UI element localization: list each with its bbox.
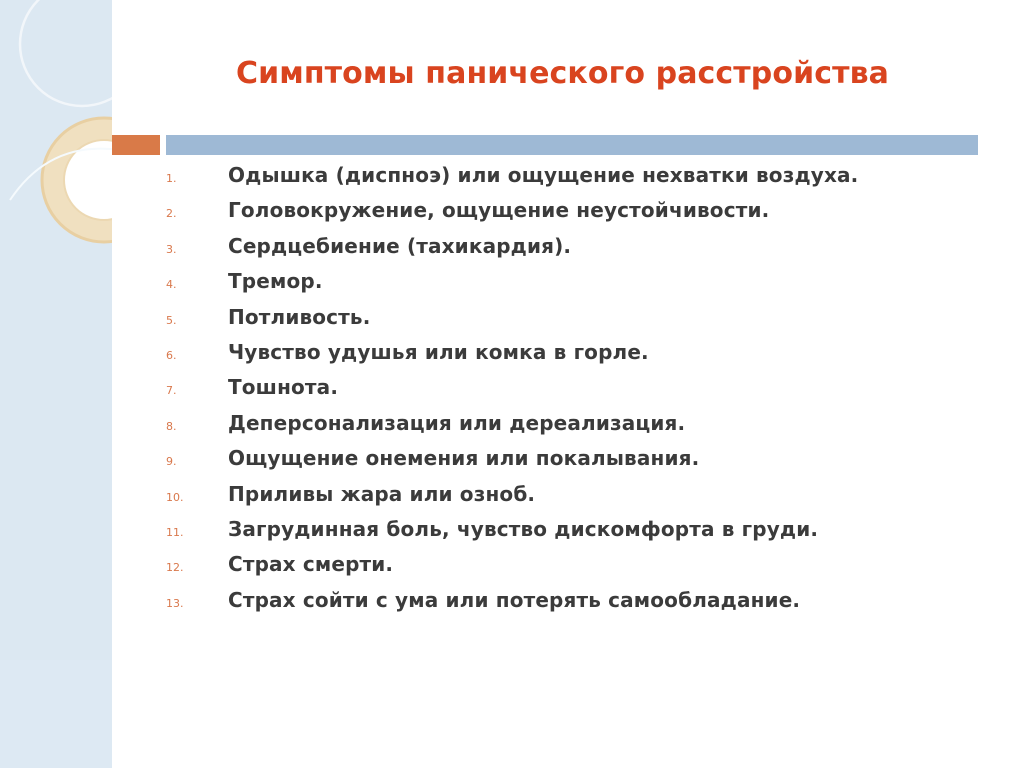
list-item	[166, 229, 858, 264]
list-item	[166, 158, 858, 193]
item-text: Ощущение онемения или покалывания.	[228, 446, 700, 471]
item-number: 6.	[166, 348, 177, 362]
list-item	[166, 193, 858, 228]
item-number: 2.	[166, 207, 177, 221]
item-text: Тошнота.	[228, 375, 339, 400]
item-number: 12.	[166, 561, 184, 575]
slide-title: Симптомы панического расстройства	[236, 56, 890, 91]
list-item	[166, 406, 858, 441]
item-text: Потливость.	[228, 304, 371, 329]
item-number: 1.	[166, 172, 177, 185]
list-item	[166, 300, 858, 335]
decor-mask	[112, 0, 170, 260]
side-panel-lower	[0, 660, 112, 768]
item-text: Сердцебиение (тахикардия).	[228, 233, 572, 258]
item-text: Загрудинная боль, чувство дискомфорта в груди.	[228, 516, 819, 541]
item-text: Чувство удушья или комка в горле.	[228, 339, 649, 364]
list-item	[166, 477, 858, 512]
list-item	[166, 370, 858, 405]
list-item	[166, 264, 858, 299]
list-item	[166, 335, 858, 370]
list-item	[166, 547, 858, 582]
list-item	[166, 512, 858, 547]
item-number: 5.	[166, 313, 177, 327]
item-number: 10.	[166, 490, 184, 504]
list-item	[166, 441, 858, 476]
item-number: 13.	[166, 596, 184, 610]
item-number: 3.	[166, 242, 177, 256]
item-number: 9.	[166, 455, 177, 469]
item-text: Приливы жара или озноб.	[228, 481, 536, 506]
item-text: Страх смерти.	[228, 552, 394, 577]
item-text: Страх сойти с ума или потерять самообладание.	[228, 587, 801, 612]
item-text: Одышка (диспноэ) или ощущение нехватки воздуха.	[228, 163, 859, 187]
symptom-list	[166, 158, 858, 618]
item-number: 8.	[166, 419, 177, 433]
title-rule	[166, 135, 978, 155]
item-text: Деперсонализация или дереализация.	[228, 410, 686, 435]
item-number: 7.	[166, 384, 177, 398]
item-text: Головокружение, ощущение неустойчивости.	[228, 198, 770, 223]
list-item	[166, 583, 858, 618]
item-number: 4.	[166, 278, 177, 292]
accent-bar	[112, 135, 160, 155]
item-text: Тремор.	[228, 269, 323, 294]
item-number: 11.	[166, 525, 184, 539]
